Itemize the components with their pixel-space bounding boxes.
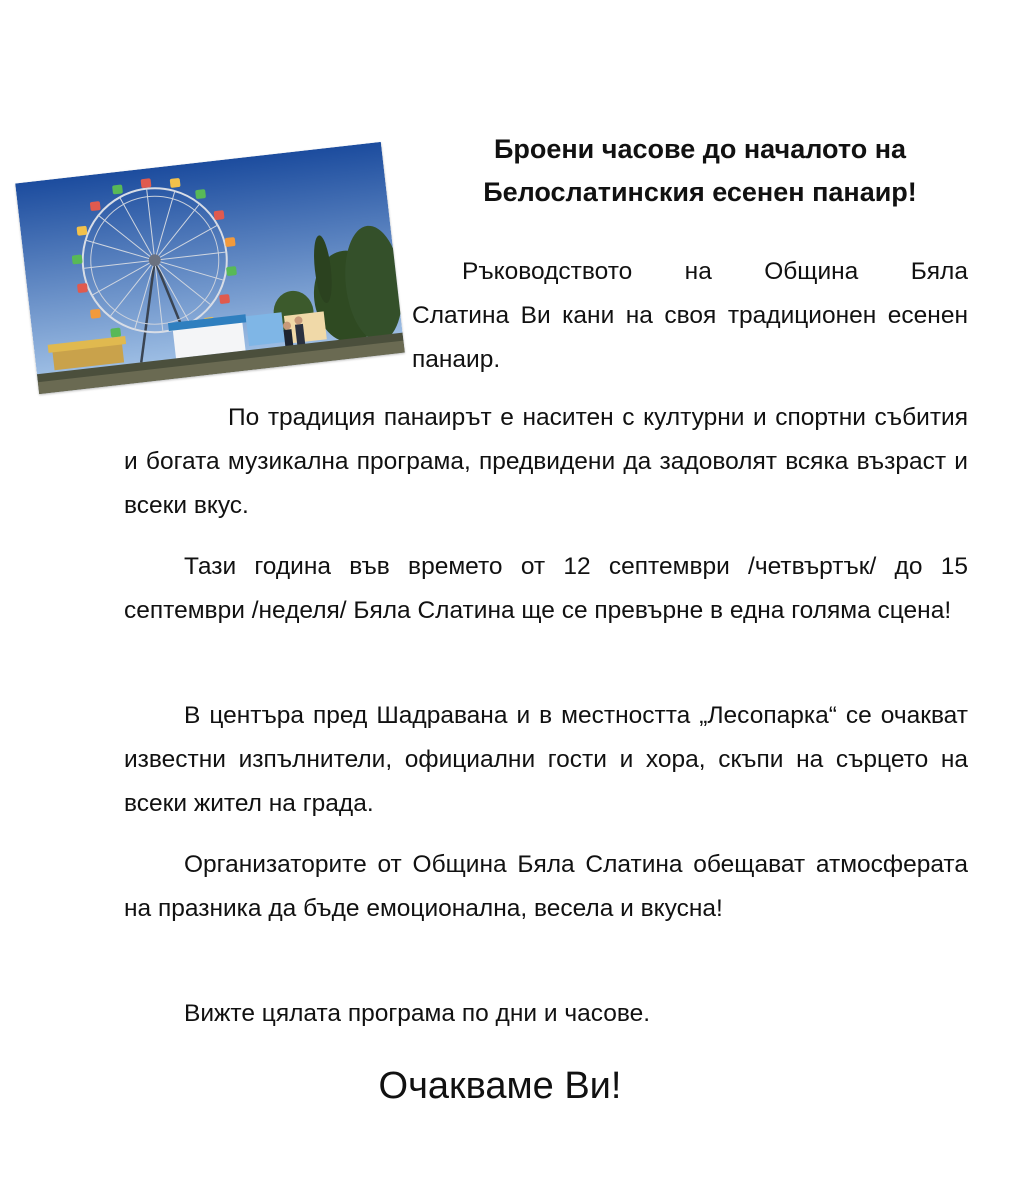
- intro-word: Бяла: [910, 258, 968, 285]
- intro-word: Община: [764, 258, 859, 285]
- paragraph-organizers: Организаторите от Община Бяла Слатина обещават атмосферата на празника да бъде емоционална, весела и вкусна!: [124, 851, 968, 922]
- fair-photo-frame: [12, 124, 416, 414]
- intro-word: на: [684, 258, 712, 285]
- closing-line: Очакваме Ви!: [378, 1065, 622, 1107]
- ferris-wheel-illustration: [15, 142, 405, 394]
- intro-first-line: [412, 250, 968, 294]
- ferris-wheel-photo: [15, 142, 405, 394]
- paragraph-dates: Тази година във времето от 12 септември /четвъртък/ до 15 септември /неделя/ Бяла Слатина ще се превърне в една голяма сцена!: [124, 553, 968, 624]
- headline-line-2: Белослатинския есенен панаир!: [483, 177, 917, 207]
- intro-rest: Слатина Ви кани на своя традиционен есенен панаир.: [412, 302, 968, 373]
- paragraph-tradition: По традиция панаирът е наситен с културни и спортни събития и богата музикална програма, предвидени да задоволят всяка възраст и всеки вкус.: [124, 404, 968, 519]
- intro-word: Ръководството: [462, 258, 633, 285]
- headline: [430, 128, 970, 214]
- intro-paragraph: [412, 250, 968, 382]
- headline-line-1: Броени часове до началото на: [493, 134, 907, 164]
- paragraph-program: Вижте цялата програма по дни и часове.: [184, 1000, 651, 1027]
- paragraph-venues: В центъра пред Шадравана и в местността „Лесопарка“ се очакват известни изпълнители, официални гости и хора, скъпи на сърцето на всеки жител на града.: [124, 702, 968, 817]
